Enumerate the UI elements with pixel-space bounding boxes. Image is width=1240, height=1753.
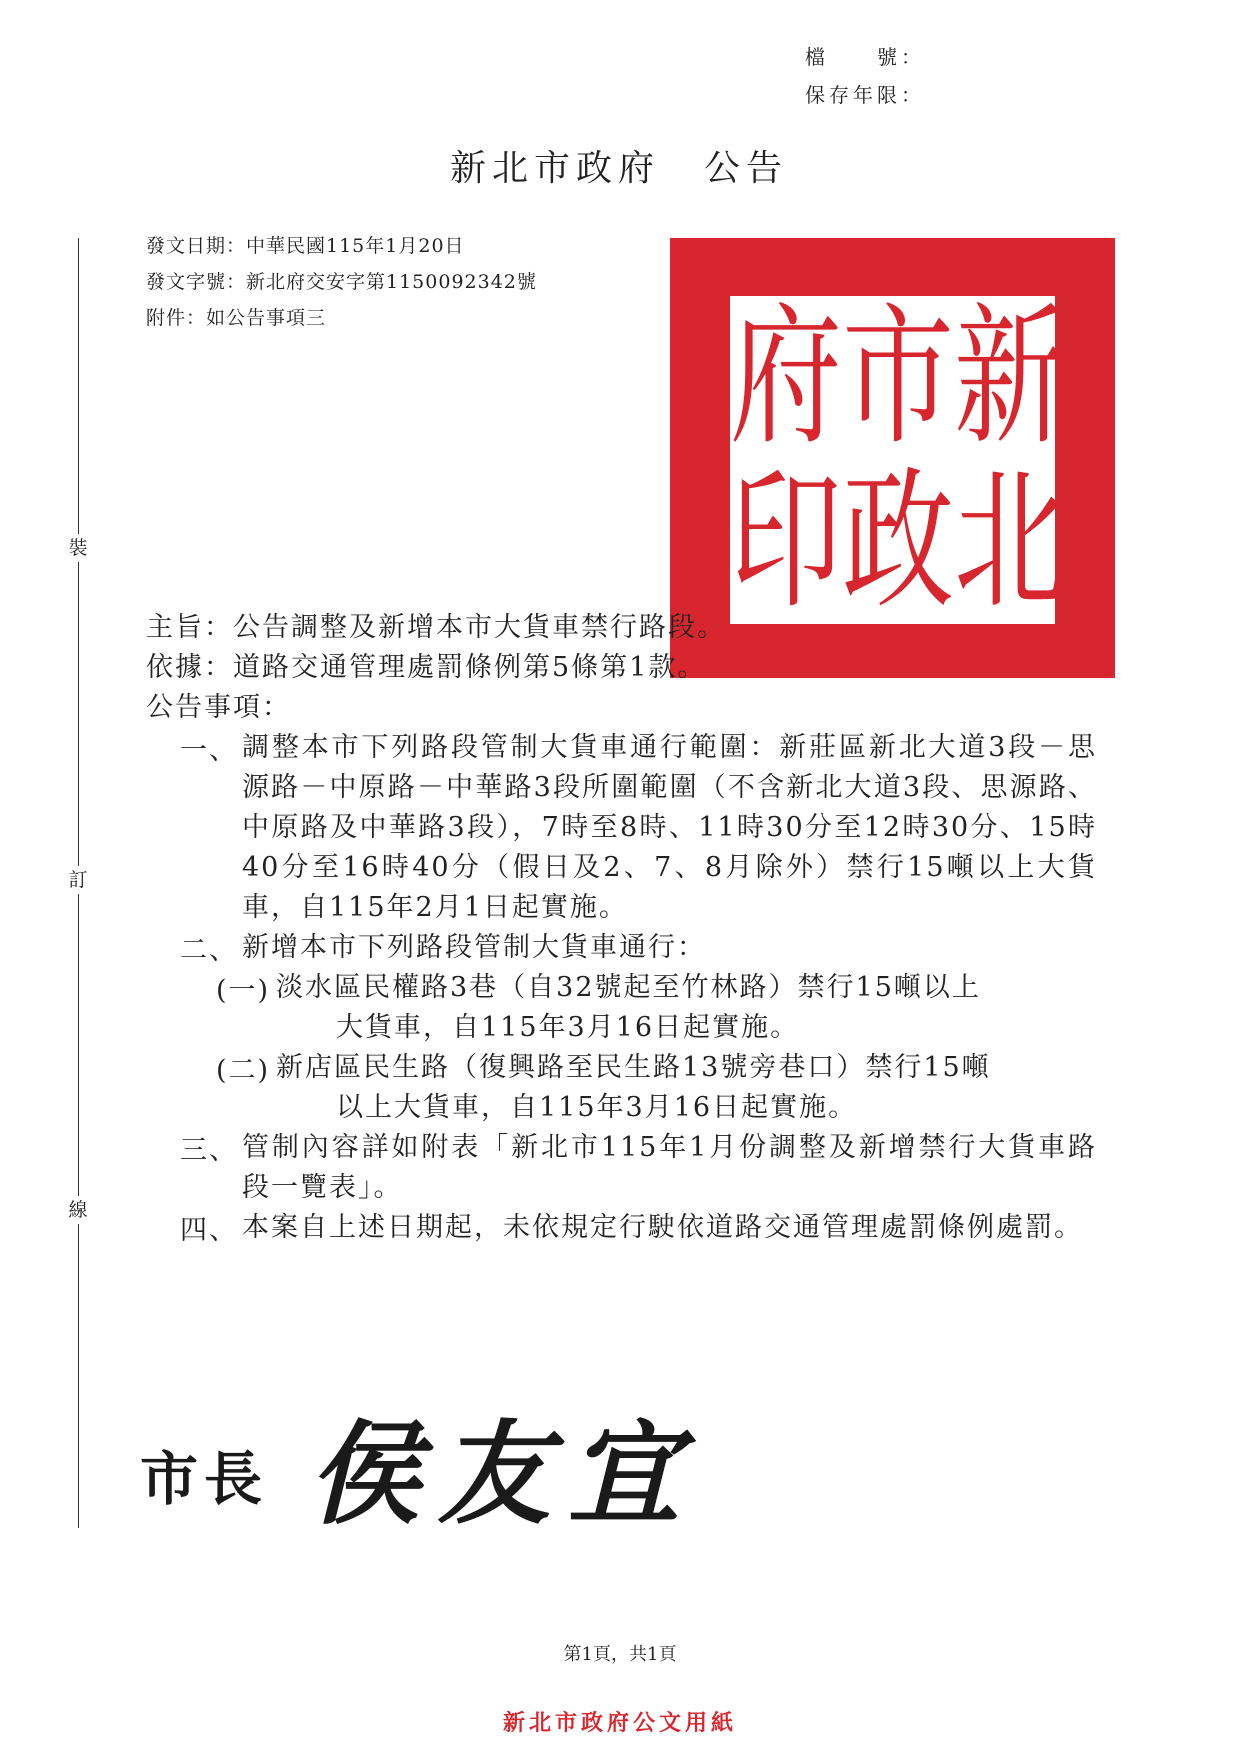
seal-char: 新 xyxy=(954,290,1066,466)
subitem-label: (一) xyxy=(216,975,271,1006)
seal-char: 政 xyxy=(842,454,954,630)
binding-mark-zhuang: 裝 xyxy=(66,534,90,562)
subitem-line-1: 新店區民生路（復興路至民生路13號旁巷口）禁行15噸 xyxy=(276,1052,991,1083)
mayor-signature xyxy=(140,1385,698,1546)
agency-name: 新北市政府 xyxy=(450,148,661,189)
item-label: 四、 xyxy=(180,1215,238,1246)
signatory-title: 市長 xyxy=(140,1445,269,1513)
issue-date: 發文日期：中華民國115年1月20日 xyxy=(146,235,465,257)
subject-line: 主旨：公告調整及新增本市大貨車禁行路段。 xyxy=(146,612,726,643)
page-number: 第1頁，共1頁 xyxy=(563,1644,677,1665)
archive-number-label: 檔 號： xyxy=(805,45,925,69)
announcement-body xyxy=(146,608,1106,1248)
seal-characters xyxy=(730,290,1066,630)
attachment-note: 附件：如公告事項三 xyxy=(146,307,327,329)
file-meta xyxy=(805,38,925,114)
announcement-subitem xyxy=(146,1048,1106,1128)
item-text: 調整本市下列路段管制大貨車通行範圍：新莊區新北大道3段－思源路－中原路－中華路3段所圍範圍（不含新北大道3段、思源路、中原路及中華路3段），7時至8時、11時30分至12時30分、15時40分至16時40分（假日及2、7、8月除外）禁行15噸以上大貨車，自115年2月1日起實施。 xyxy=(242,732,1097,923)
announcement-item xyxy=(146,928,1106,968)
binding-mark-xian: 線 xyxy=(66,1196,90,1224)
subitem-text xyxy=(276,1048,1111,1128)
items-heading: 公告事項： xyxy=(146,692,291,723)
paper-title: 新北市政府公文用紙 xyxy=(502,1711,737,1736)
seal-char: 北 xyxy=(954,454,1066,630)
document-type: 公告 xyxy=(704,148,789,189)
subitem-label: (二) xyxy=(216,1055,271,1086)
document-title xyxy=(450,140,788,191)
item-text: 管制內容詳如附表「新北市115年1月份調整及新增禁行大貨車路段一覽表」。 xyxy=(242,1132,1097,1203)
announcement-item xyxy=(146,728,1106,928)
signatory-name: 侯友宜 xyxy=(308,1409,699,1540)
item-text: 新增本市下列路段管制大貨車通行： xyxy=(242,932,706,963)
subitem-line-2: 大貨車，自115年3月16日起實施。 xyxy=(336,1012,800,1043)
seal-char: 市 xyxy=(842,290,954,466)
item-label: 三、 xyxy=(180,1135,238,1166)
seal-inner-field xyxy=(730,290,1066,630)
seal-char: 府 xyxy=(730,290,842,466)
issue-info xyxy=(146,228,537,336)
announcement-subitem xyxy=(146,968,1106,1048)
subitem-text xyxy=(276,968,1111,1048)
subitem-line-2: 以上大貨車，自115年3月16日起實施。 xyxy=(336,1092,858,1123)
legal-basis-line: 依據：道路交通管理處罰條例第5條第1款。 xyxy=(146,652,707,683)
item-label: 二、 xyxy=(180,935,238,966)
announcement-item xyxy=(146,1208,1106,1248)
retention-period-label: 保存年限： xyxy=(805,83,925,107)
item-label: 一、 xyxy=(180,735,238,766)
seal-char: 印 xyxy=(730,454,842,630)
document-number: 發文字號：新北府交安字第1150092342號 xyxy=(146,271,537,293)
announcement-item xyxy=(146,1128,1106,1208)
binding-mark-ding: 訂 xyxy=(66,866,90,894)
subitem-line-1: 淡水區民權路3巷（自32號起至竹林路）禁行15噸以上 xyxy=(276,972,981,1003)
item-text: 本案自上述日期起，未依規定行駛依道路交通管理處罰條例處罰。 xyxy=(242,1212,1083,1243)
